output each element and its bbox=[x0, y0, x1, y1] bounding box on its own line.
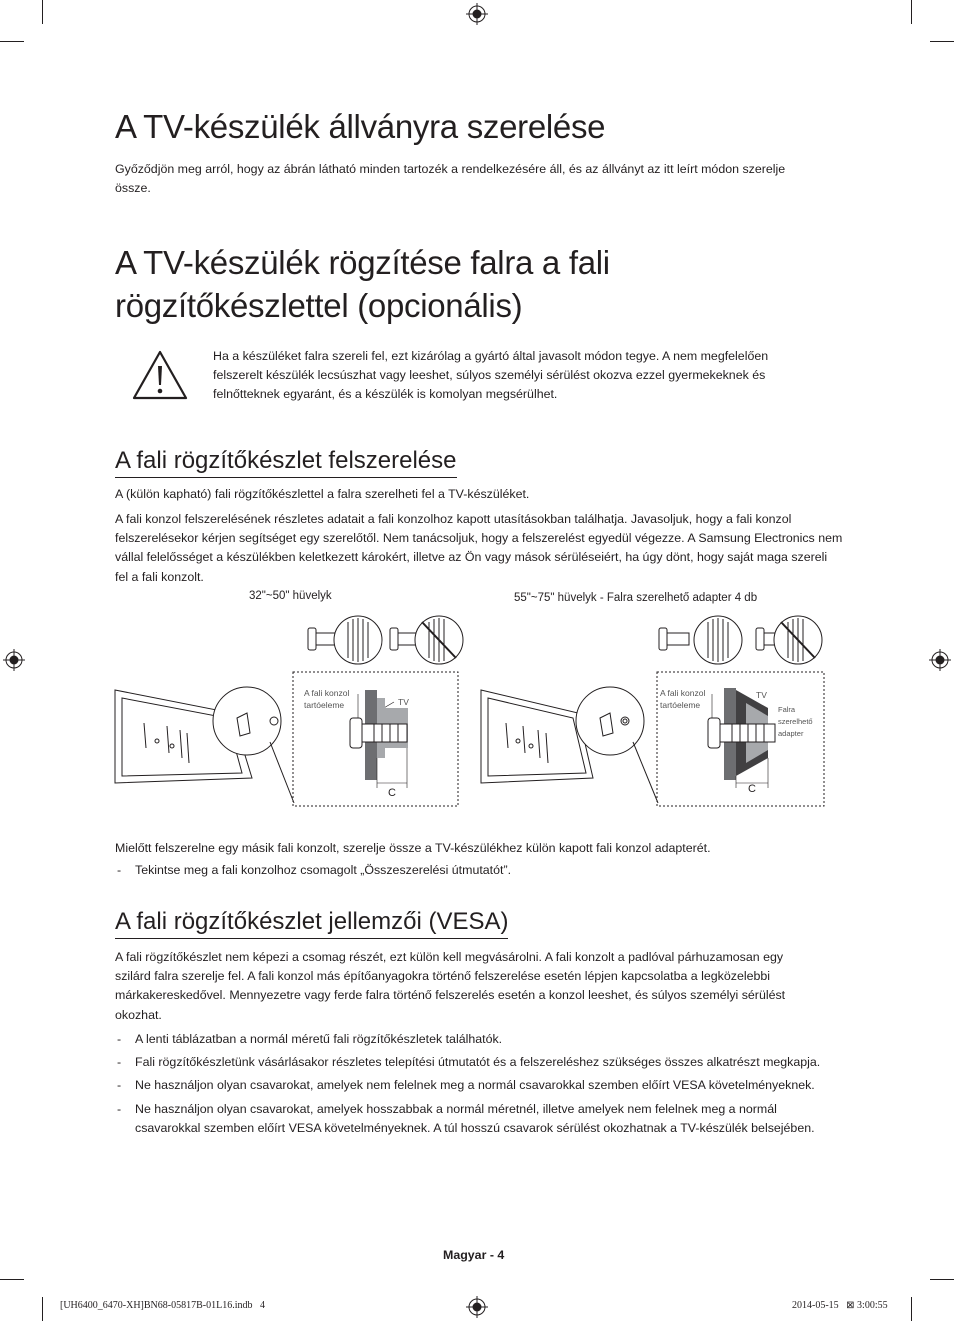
section-heading-vesa: A fali rögzítőkészlet jellemzői (VESA) bbox=[115, 909, 508, 939]
svg-text:tartóeleme: tartóeleme bbox=[660, 700, 701, 710]
registration-mark-icon bbox=[466, 3, 488, 25]
wall-mount-title-line2: rögzítőkészlettel (opcionális) bbox=[115, 287, 523, 324]
warning-text: Ha a készüléket falra szereli fel, ezt kizárólag a gyártó által javasolt módon tegye. A nem megfelelően felszerelt készülék lecsúszhat vagy leeshet, súlyos személyi sérülést okozva ezzel gyermekeknek és felnőtteknek egyaránt, és a készülék is komolyan megsérülhet. bbox=[213, 349, 769, 402]
list-item: - A lenti táblázatban a normál méretű fali rögzítőkészletek találhatók. bbox=[115, 1030, 825, 1049]
tv-back-illustration bbox=[481, 690, 593, 783]
vesa-bullet-list bbox=[115, 1030, 825, 1138]
diagram-left-caption: 32"~50" hüvelyk bbox=[249, 590, 332, 602]
tv-label-right: TV bbox=[756, 690, 767, 700]
crop-mark bbox=[911, 1297, 912, 1321]
section-heading-install: A fali rögzítőkészlet felszerelése bbox=[115, 448, 457, 478]
c-label-left: C bbox=[388, 787, 396, 799]
wall-mount-diagram-small bbox=[112, 608, 467, 813]
stand-intro: Győződjön meg arról, hogy az ábrán látható minden tartozék a rendelkezésére áll, és az állványt az itt leírt módon szerelje össze. bbox=[115, 162, 786, 196]
adapter-instruction: Mielőtt felszerelne egy másik fali konzolt, szerelje össze a TV-készülékhez külön kapott fali konzol adapterét. bbox=[115, 841, 711, 855]
print-datetime: 2014-05-15 ⊠ 3:00:55 bbox=[792, 1300, 888, 1311]
bracket-label-right: A fali konzol bbox=[660, 688, 706, 698]
svg-text:adapter: adapter bbox=[778, 729, 804, 738]
crop-mark bbox=[42, 1297, 43, 1321]
list-item: - Ne használjon olyan csavarokat, amelyek nem felelnek meg a normál csavarokkal szemben előírt VESA követelményeknek. bbox=[115, 1076, 825, 1095]
c-label-right: C bbox=[748, 783, 756, 795]
svg-text:tartóeleme: tartóeleme bbox=[304, 700, 345, 710]
wall-mount-title-line1: A TV-készülék rögzítése falra a fali bbox=[115, 244, 610, 281]
page-number: Magyar - 4 bbox=[443, 1248, 505, 1262]
list-item: - Ne használjon olyan csavarokat, amelyek hosszabbak a normál méretnél, illetve amelyek nem felelnek meg a normál csavarokkal szemben előírt VESA követelményeknek. A túl hosszú csavarok sérülést okozhatnak a TV-készülék belsejében. bbox=[115, 1100, 825, 1138]
list-item: - Tekintse meg a fali konzolhoz csomagolt „Összeszerelési útmutatót”. bbox=[115, 861, 835, 880]
file-info: [UH6400_6470-XH]BN68-05817B-01L16.indb 4 bbox=[60, 1300, 265, 1311]
registration-mark-icon bbox=[929, 649, 951, 671]
screw-allowed-icon bbox=[308, 616, 382, 664]
crop-mark bbox=[930, 1279, 954, 1280]
crop-mark bbox=[42, 0, 43, 24]
install-para1: A (külön kapható) fali rögzítőkészlettel a falra szerelheti fel a TV-készüléket. bbox=[115, 487, 530, 501]
crop-mark bbox=[0, 41, 24, 42]
screw-allowed-icon bbox=[659, 616, 742, 664]
crop-mark bbox=[911, 0, 912, 24]
adapter-label-right: Falra bbox=[778, 705, 796, 714]
tv-label-left: TV bbox=[398, 697, 409, 707]
screw-not-allowed-icon bbox=[756, 616, 822, 664]
install-para2: A fali konzol felszerelésének részletes adatait a fali konzolhoz kapott utasításokban találhatja. Javasoljuk, hogy a fali konzol felszerelésekor kérjen segítséget egy szerelőtől. Nem tanácsoljuk, hogy a felszerelést egyedül végezze. A Samsung Electronics nem vállal felelősséget a készülékben keletkezett károkért, illetve az Ön vagy mások sérüléseiért, ha úgy dönt, hogy saját maga szereli fel a fali konzolt. bbox=[115, 512, 843, 584]
crop-mark bbox=[0, 1279, 24, 1280]
warning-icon bbox=[131, 349, 189, 401]
crop-mark bbox=[930, 41, 954, 42]
registration-mark-icon bbox=[466, 1296, 488, 1318]
bracket-label-left: A fali konzol bbox=[304, 688, 350, 698]
list-item: - Fali rögzítőkészletünk vásárlásakor részletes telepítési útmutatót és a felszereléshez szükséges összes alkatrészt megkapja. bbox=[115, 1053, 825, 1072]
diagram-right-caption: 55"~75" hüvelyk - Falra szerelhető adapter 4 db bbox=[514, 592, 758, 604]
vesa-para: A fali rögzítőkészlet nem képezi a csomag részét, ezt külön kell megvásárolni. A fali konzolt a padlóval párhuzamosan egy szilárd falra szerelje fel. A fali konzol más építőanyagokra történő felszerelése esetén lépjen kapcsolatba a legközelebbi márkakereskedővel. Mennyezetre vagy ferde falra történő felszerelés esetén a konzol leeshet, és súlyos személyi sérülést okozhat. bbox=[115, 950, 786, 1022]
page-title: A TV-készülék állványra szerelése bbox=[115, 108, 606, 145]
svg-text:szerelhető: szerelhető bbox=[778, 717, 813, 726]
registration-mark-icon bbox=[3, 649, 25, 671]
screw-not-allowed-icon bbox=[390, 616, 463, 664]
wall-mount-diagram-large bbox=[478, 608, 833, 813]
